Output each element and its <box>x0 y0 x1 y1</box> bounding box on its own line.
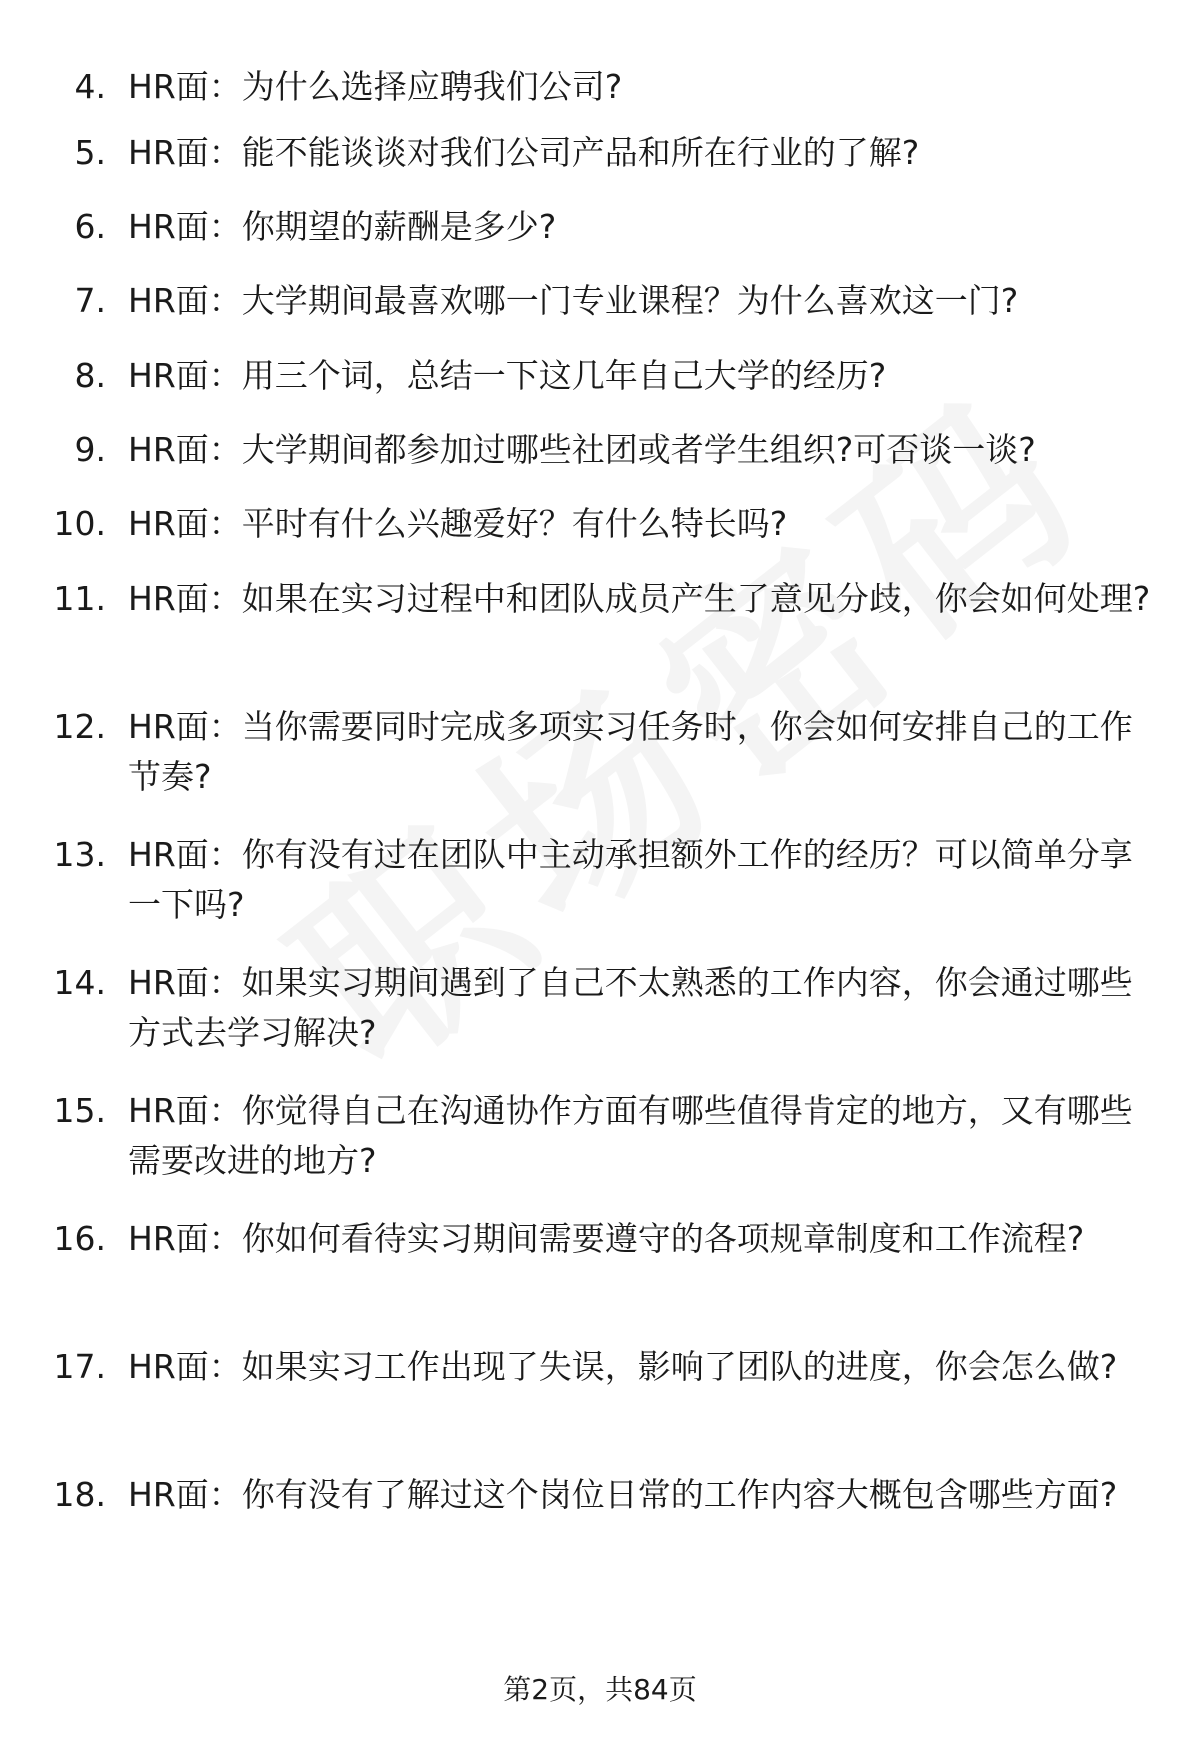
item-text: HR面：如果实习工作出现了失误，影响了团队的进度，你会怎么做? <box>128 1347 1118 1386</box>
page-footer: 第2页，共84页 <box>503 1673 697 1706</box>
item-text: HR面：如果实习期间遇到了自己不太熟悉的工作内容，你会通过哪些方式去学习解决? <box>128 963 1133 1052</box>
item-text: HR面：你如何看待实习期间需要遵守的各项规章制度和工作流程? <box>128 1219 1085 1258</box>
item-number: 17. <box>53 1347 106 1386</box>
item-text: HR面：当你需要同时完成多项实习任务时，你会如何安排自己的工作节奏? <box>128 707 1133 796</box>
item-text: HR面：大学期间都参加过哪些社团或者学生组织?可否谈一谈? <box>128 430 1036 469</box>
item-number: 8. <box>74 356 106 395</box>
item-text: HR面：你有没有过在团队中主动承担额外工作的经历？可以简单分享一下吗? <box>128 835 1133 924</box>
item-text: HR面：你觉得自己在沟通协作方面有哪些值得肯定的地方，又有哪些需要改进的地方? <box>128 1091 1133 1180</box>
item-text: HR面：大学期间最喜欢哪一门专业课程？为什么喜欢这一门? <box>128 281 1019 320</box>
item-text: HR面：你期望的薪酬是多少? <box>128 207 557 246</box>
item-text: HR面：平时有什么兴趣爱好？有什么特长吗? <box>128 504 788 543</box>
item-number: 6. <box>74 207 106 246</box>
item-text: HR面：能不能谈谈对我们公司产品和所在行业的了解? <box>128 133 920 172</box>
item-text: HR面：你有没有了解过这个岗位日常的工作内容大概包含哪些方面? <box>128 1475 1118 1514</box>
item-number: 16. <box>53 1219 106 1258</box>
item-number: 11. <box>53 579 106 618</box>
item-number: 10. <box>53 504 106 543</box>
item-text: HR面：用三个词，总结一下这几年自己大学的经历? <box>128 356 887 395</box>
item-number: 14. <box>53 963 106 1002</box>
item-number: 4. <box>74 67 106 106</box>
item-number: 18. <box>53 1475 106 1514</box>
item-number: 9. <box>74 430 106 469</box>
item-number: 15. <box>53 1091 106 1130</box>
item-number: 13. <box>53 835 106 874</box>
item-text: HR面：如果在实习过程中和团队成员产生了意见分歧，你会如何处理? <box>128 579 1151 618</box>
item-number: 5. <box>74 133 106 172</box>
item-number: 7. <box>74 281 106 320</box>
item-number: 12. <box>53 707 106 746</box>
item-text: HR面：为什么选择应聘我们公司? <box>128 67 623 106</box>
